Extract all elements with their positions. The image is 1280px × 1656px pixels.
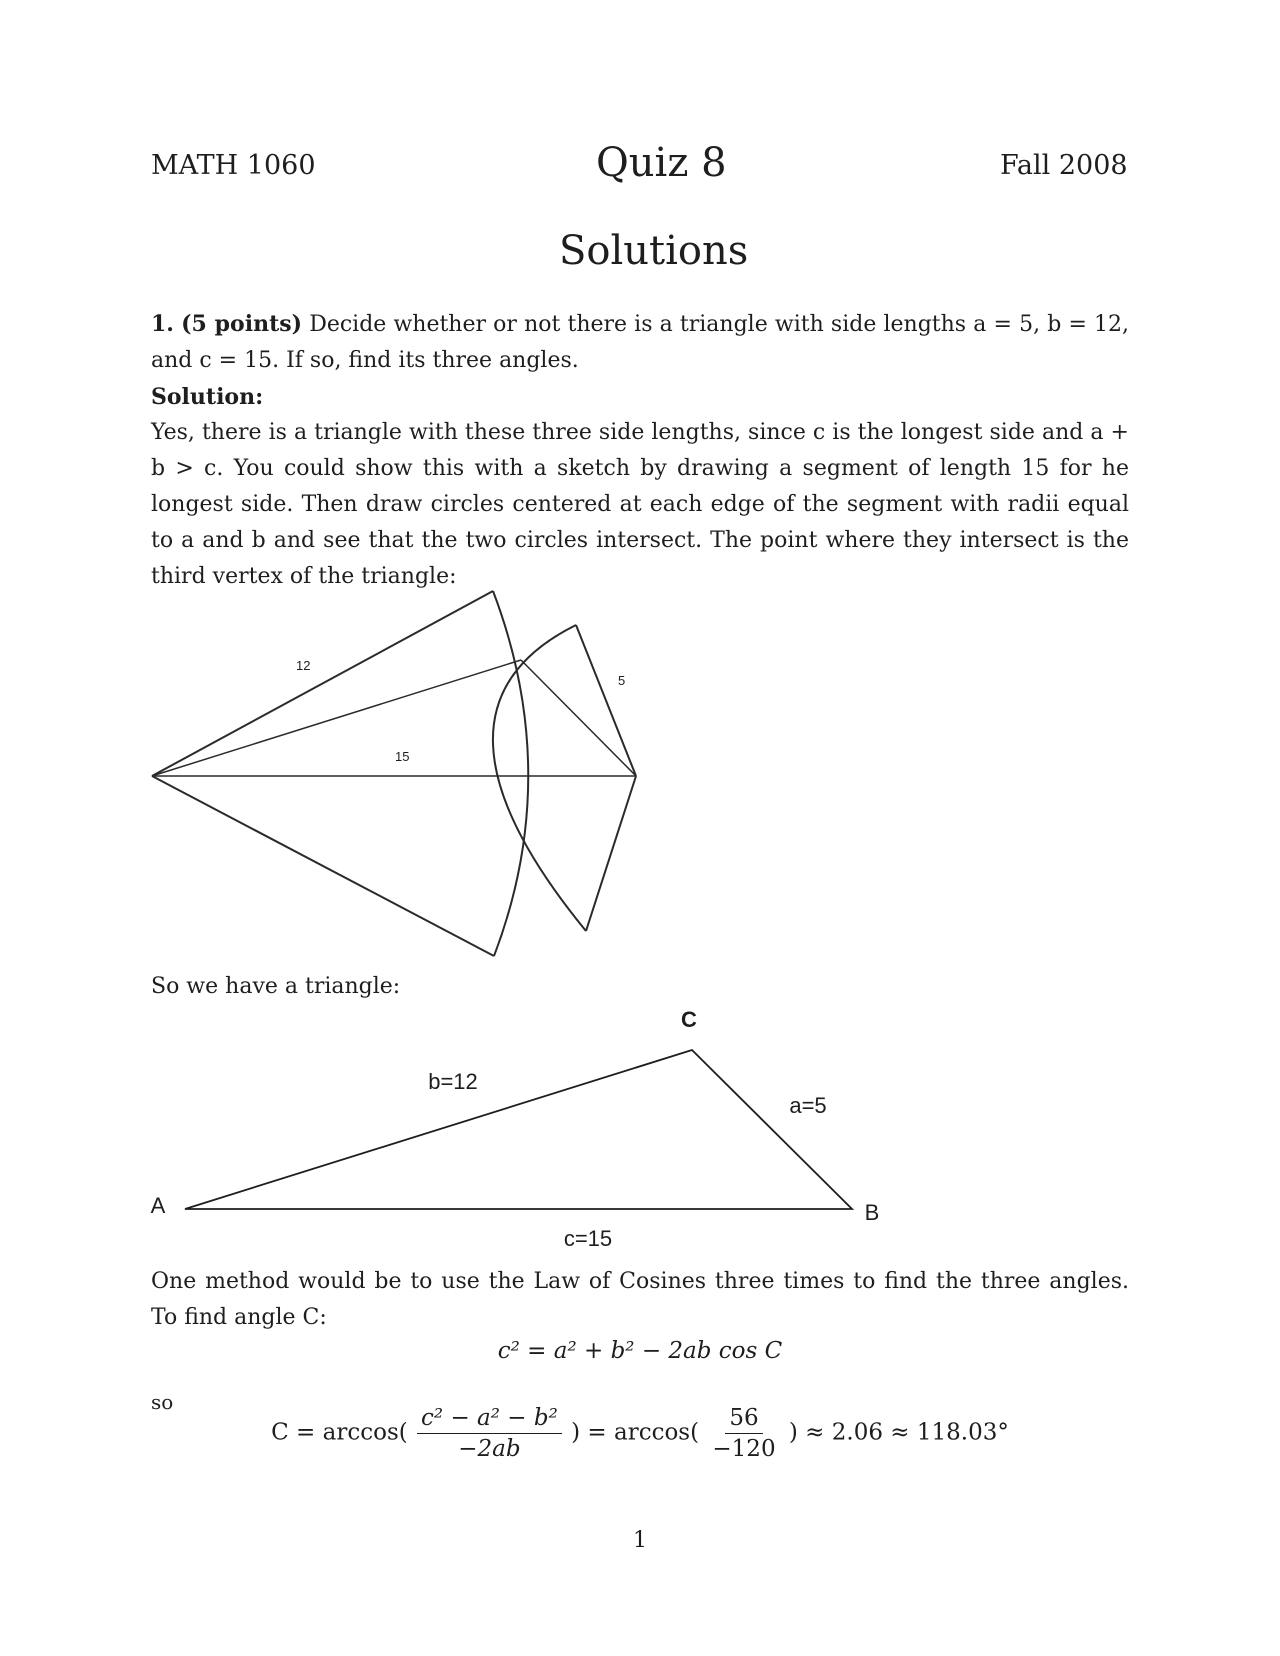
fraction-numeric-numerator: 56 xyxy=(725,1405,762,1434)
law-of-cosines-equation: c² = a² + b² − 2ab cos C xyxy=(497,1338,783,1364)
angle-c-equation xyxy=(0,1405,1280,1462)
method-text: One method would be to use the Law of Cosines three times to find the three angles. To find angle C: xyxy=(151,1269,1129,1330)
equation-middle: ) = arccos( xyxy=(571,1419,700,1446)
side-b-label: b=12 xyxy=(428,1069,478,1094)
fraction-numeric-denominator: −120 xyxy=(712,1436,776,1462)
problem-text: Decide whether or not there is a triangle with side lengths a = 5, b = 12, and c = 15. If so, find its three angles. xyxy=(151,312,1130,373)
fraction-general-numerator: c² − a² − b² xyxy=(417,1405,562,1434)
course-label: MATH 1060 xyxy=(151,150,316,181)
vertex-a-label: A xyxy=(150,1193,166,1218)
solution-text: Yes, there is a triangle with these three side lengths, since c is the longest side and a + b > c. You could show this with a sketch by drawing a segment of length 15 for he longest side. Then draw circles centered at each edge of the segment with radii equal to a and b and see that the two circles intersect. The point where they intersect is the third vertex of the triangle: xyxy=(151,420,1129,589)
vertex-b-label: B xyxy=(864,1200,880,1225)
term-label: Fall 2008 xyxy=(1000,150,1128,181)
triangle-figure xyxy=(0,990,1280,1250)
fraction-general-denominator: −2ab xyxy=(458,1436,521,1462)
fraction-numeric xyxy=(708,1405,779,1462)
solution-label: Solution: xyxy=(151,384,264,410)
sector-ray-lower-a xyxy=(586,776,636,931)
sector-ray-upper-a xyxy=(576,625,636,776)
problem-points: (5 points) xyxy=(181,311,303,337)
fraction-general xyxy=(417,1405,562,1462)
construction-label-5: 5 xyxy=(618,673,626,688)
construction-label-12: 12 xyxy=(296,658,311,673)
arc-radius-a xyxy=(493,625,586,931)
page-number: 1 xyxy=(633,1528,647,1553)
side-to-intersection-b xyxy=(152,660,521,776)
equation-rhs: ) ≈ 2.06 ≈ 118.03° xyxy=(788,1419,1009,1446)
quiz-title: Quiz 8 xyxy=(596,140,727,186)
equation-lhs: C = arccos( xyxy=(271,1419,408,1446)
triangle-intro: So we have a triangle: xyxy=(151,974,401,999)
side-c-label: c=15 xyxy=(563,1226,613,1250)
page-subtitle: Solutions xyxy=(559,228,749,274)
sector-ray-upper-b xyxy=(152,591,493,776)
side-a-label: a=5 xyxy=(789,1093,827,1118)
so-word: so xyxy=(151,1390,174,1414)
problem-number: 1. xyxy=(151,311,174,337)
sector-ray-lower-b xyxy=(152,776,494,956)
arc-radius-b xyxy=(493,591,528,956)
construction-label-15: 15 xyxy=(395,749,410,764)
vertex-c-label: C xyxy=(681,1007,697,1032)
triangle-abc xyxy=(185,1050,852,1209)
